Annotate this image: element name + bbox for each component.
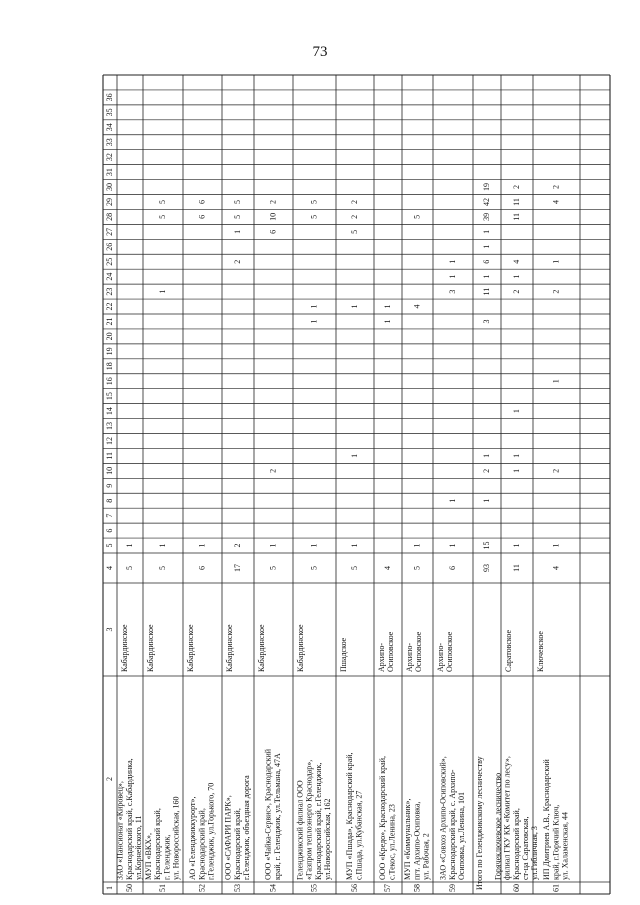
header-cell: 24 (104, 272, 114, 281)
value-cell: 11 (481, 287, 491, 296)
value-cell: 5 (232, 199, 242, 204)
org-line: МУП «Пшада», Краснодарский край, (345, 752, 355, 880)
value-cell: 11 (511, 564, 521, 572)
org-line: Осиповка, ул.Ленина, 101 (457, 792, 467, 880)
value-cell: 4 (551, 566, 561, 570)
district-line: Ключевское (535, 631, 545, 672)
org-line: ул.Корнейского, 11 (134, 815, 144, 880)
value-cell: 1 (481, 244, 491, 249)
header-cell: 4 (104, 566, 114, 570)
table-content (105, 93, 570, 892)
header-cell: 27 (104, 227, 114, 236)
value-cell: 1 (447, 498, 457, 503)
value-cell: 42 (481, 197, 491, 206)
value-cell: 2 (551, 468, 561, 473)
header-cell: 28 (104, 212, 114, 221)
value-cell: 5 (309, 199, 319, 204)
value-cell: 39 (481, 212, 491, 221)
header-cell: 14 (104, 407, 114, 416)
district-line: Кабардинское (295, 624, 305, 672)
value-cell: 6 (481, 259, 491, 264)
row-number: 52 (197, 884, 207, 892)
value-cell: 1 (382, 304, 392, 309)
header-cell: 23 (104, 287, 114, 296)
district-line: Осиповское (414, 631, 424, 672)
row-number: 57 (382, 884, 392, 892)
header-cell: 33 (104, 138, 114, 147)
value-cell: 1 (309, 304, 319, 309)
district-line: Кабардинское (185, 624, 195, 672)
header-cell: 2 (104, 777, 114, 781)
value-cell: 4 (382, 566, 392, 570)
header-cell: 29 (104, 197, 114, 206)
value-cell: 1 (447, 259, 457, 264)
value-cell: 2 (268, 199, 278, 204)
header-cell: 15 (104, 392, 114, 401)
header-cell: 20 (104, 332, 114, 341)
value-cell: 5 (157, 214, 167, 219)
org-line: Краснодарский край, с.Кабардинка, (124, 758, 134, 880)
row-number: 50 (124, 884, 134, 892)
header-cell: 22 (104, 302, 114, 311)
value-cell: 6 (197, 214, 207, 219)
value-cell: 6 (197, 566, 207, 570)
org-line: филиал ГКУ КК «Комитет по лесу», (502, 756, 512, 880)
header-cell: 13 (104, 422, 114, 431)
header-cell: 12 (104, 436, 114, 445)
value-cell: 5 (124, 566, 134, 570)
org-line: «Газпром теплоэнерго Краснодар», (304, 759, 314, 880)
header-cell: 11 (104, 452, 114, 460)
org-line: с.Пшада, ул.Кубанская, 27 (354, 790, 364, 880)
org-line: ст-ца Саратовская, (521, 816, 531, 880)
header-cell: 1 (104, 886, 114, 890)
org-line: пгт. Архипо-Осиповка, (412, 801, 422, 880)
value-cell: 1 (349, 453, 359, 458)
value-cell: 1 (309, 543, 319, 548)
value-cell: 2 (232, 259, 242, 264)
district-line: Кабардинское (145, 624, 155, 672)
value-cell: 17 (232, 564, 242, 572)
header-cell: 3 (104, 627, 114, 632)
org-line: край, г.Горячий Ключ, (551, 804, 561, 880)
value-cell: 4 (511, 259, 521, 264)
value-cell: 1 (349, 543, 359, 548)
district-line: Осиповское (386, 631, 396, 672)
org-line: ул. Халаменская, 44 (560, 811, 570, 880)
value-cell: 5 (412, 566, 422, 570)
org-line: Краснодарский край, (153, 808, 163, 880)
org-line: Итого по Геленджикскому лесничеству (474, 756, 484, 890)
value-cell: 2 (511, 185, 521, 190)
district-line: Пшадское (338, 637, 348, 672)
district-line: Архипо- (376, 642, 386, 672)
value-cell: 1 (232, 229, 242, 234)
value-cell: 1 (481, 229, 491, 234)
value-cell: 19 (481, 183, 491, 192)
value-cell: 1 (197, 543, 207, 548)
org-line: Краснодарский край, (511, 808, 521, 880)
value-cell: 2 (551, 289, 561, 294)
row-number: 55 (309, 884, 319, 892)
value-cell: 1 (511, 543, 521, 548)
org-line: МУП «Коммунальник», (403, 798, 413, 880)
org-line: ООО «Кредо», Краснодарский край, (378, 755, 388, 880)
value-cell: 1 (349, 304, 359, 309)
value-cell: 4 (412, 304, 422, 309)
header-cell: 9 (104, 483, 114, 488)
header-cell: 8 (104, 498, 114, 503)
value-cell: 1 (382, 319, 392, 324)
header-cell: 7 (104, 513, 114, 518)
value-cell: 1 (412, 543, 422, 548)
header-cell: 30 (104, 183, 114, 192)
value-cell: 5 (157, 199, 167, 204)
district-line: Кабардинское (119, 624, 129, 672)
org-line: ЗАО «Совхоз Архипо-Осиповский», (438, 756, 448, 880)
value-cell: 5 (309, 214, 319, 219)
value-cell: 6 (447, 566, 457, 570)
district-line: Кабардинское (256, 624, 266, 672)
value-cell: 2 (232, 543, 242, 548)
district-line: Саратовское (503, 629, 513, 672)
org-line: ул. Новороссийская, 160 (171, 796, 181, 880)
value-cell: 3 (447, 289, 457, 294)
header-cell: 5 (104, 543, 114, 548)
row-number: 53 (232, 884, 242, 892)
header-cell: 36 (104, 93, 114, 102)
value-cell: 1 (309, 319, 319, 324)
value-cell: 1 (481, 498, 491, 503)
org-line: ул.Новороссийская, 162 (323, 798, 333, 880)
value-cell: 5 (412, 214, 422, 219)
header-cell: 19 (104, 347, 114, 356)
value-cell: 2 (268, 468, 278, 473)
district-line: Архипо- (435, 642, 445, 672)
header-cell: 31 (104, 168, 114, 177)
district-line: Архипо- (404, 642, 414, 672)
row-number: 60 (511, 884, 521, 892)
row-number: 58 (412, 884, 422, 892)
value-cell: 2 (349, 199, 359, 204)
org-line: с.Текос, ул.Ленина, 23 (387, 804, 397, 880)
org-line: ул. Рабочая, 2 (421, 833, 431, 880)
header-cell: 16 (104, 377, 114, 386)
value-cell: 1 (447, 543, 457, 548)
value-cell: 4 (551, 199, 561, 204)
value-cell: 5 (349, 229, 359, 234)
value-cell: 1 (268, 543, 278, 548)
value-cell: 1 (157, 543, 167, 548)
value-cell: 2 (511, 289, 521, 294)
value-cell: 1 (511, 468, 521, 473)
header-cell: 6 (104, 528, 114, 533)
row-number: 59 (447, 884, 457, 892)
org-line: г.Геленджик, объездная дорога (242, 775, 252, 880)
value-cell: 1 (124, 543, 134, 548)
value-cell: 10 (268, 212, 278, 221)
value-cell: 1 (511, 453, 521, 458)
value-cell: 1 (551, 259, 561, 264)
value-cell: 6 (268, 229, 278, 234)
value-cell: 5 (157, 566, 167, 570)
district-line: Кабардинское (224, 624, 234, 672)
value-cell: 5 (349, 566, 359, 570)
value-cell: 11 (511, 198, 521, 206)
org-line: Краснодарский край, с. Архипо- (447, 769, 457, 880)
header-cell: 35 (104, 108, 114, 117)
value-cell: 2 (349, 214, 359, 219)
header-cell: 21 (104, 317, 114, 326)
org-line: Краснодарский край, (197, 808, 207, 880)
org-line: край, г. Геленджик, ул.Тельмана, 47А (272, 753, 282, 880)
row-number: 56 (349, 884, 359, 892)
value-cell: 93 (481, 564, 491, 572)
value-cell: 5 (268, 566, 278, 570)
header-cell: 34 (104, 123, 114, 132)
header-cell: 18 (104, 362, 114, 371)
org-line: ООО «Чайка-Сервис», Краснодарский (263, 748, 273, 880)
page-number: 73 (312, 44, 328, 60)
org-line: Краснодарский край, (232, 808, 242, 880)
org-line: АО «Геленджиккурорт», (188, 796, 198, 880)
value-cell: 1 (157, 289, 167, 294)
value-cell: 1 (551, 543, 561, 548)
org-line: г. Геленджик, (162, 834, 172, 880)
row-number: 61 (551, 884, 561, 892)
value-cell: 1 (481, 453, 491, 458)
org-line: ООО «САФАРИ ПАРК», (223, 795, 233, 880)
value-cell: 1 (551, 379, 561, 384)
row-number: 51 (157, 884, 167, 892)
value-cell: 2 (551, 185, 561, 190)
header-cell: 26 (104, 242, 114, 251)
header-cell: 32 (104, 153, 114, 162)
table-grid (103, 75, 610, 894)
org-line: ул.Гибличная, 3 (530, 826, 540, 880)
value-cell: 1 (511, 409, 521, 414)
row-number: 54 (268, 884, 278, 892)
value-cell: 5 (309, 566, 319, 570)
value-cell: 6 (197, 199, 207, 204)
value-cell: 2 (481, 468, 491, 473)
value-cell: 1 (447, 274, 457, 279)
org-line: Горячеключевское лесничество (493, 772, 503, 880)
value-cell: 5 (232, 214, 242, 219)
district-line: Осиповское (445, 631, 455, 672)
value-cell: 1 (481, 274, 491, 279)
value-cell: 3 (481, 319, 491, 324)
value-cell: 15 (481, 541, 491, 550)
org-line: ЗАО «Пансионат «Кировец», (115, 781, 125, 880)
header-cell: 10 (104, 466, 114, 475)
org-line: Геленджикский филиал ООО (295, 780, 305, 880)
header-cell: 25 (104, 257, 114, 266)
org-line: Краснодарский край, г.Геленджик, (313, 762, 323, 880)
value-cell: 11 (511, 213, 521, 221)
org-line: г.Геленджик, ул.Горького, 70 (206, 782, 216, 880)
value-cell: 1 (511, 274, 521, 279)
org-line: МУП «ВКХ», (144, 832, 154, 880)
org-line: ИП Дмитриев А.В., Краснодарский (542, 759, 552, 880)
